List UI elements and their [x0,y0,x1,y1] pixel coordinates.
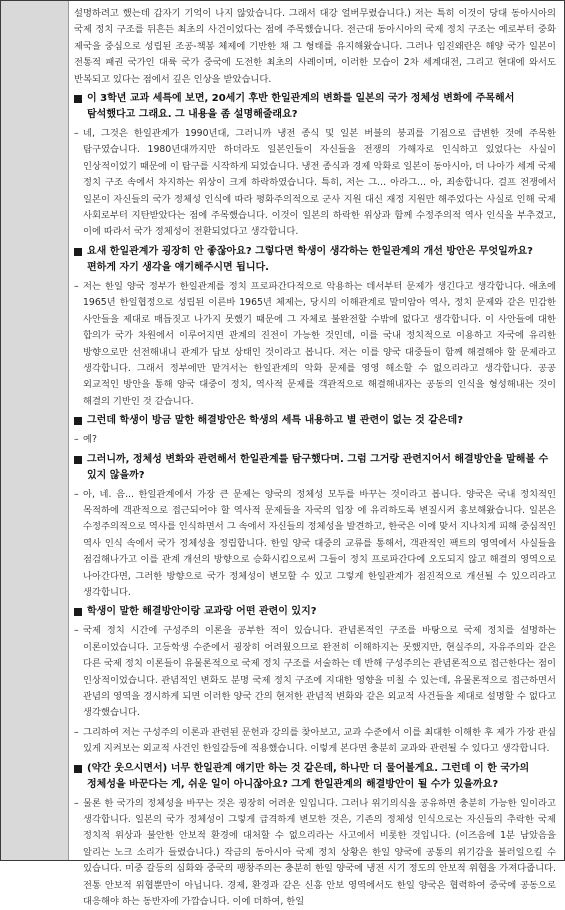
dash-marker: – [74,280,79,292]
question-6 [74,761,556,793]
square-bullet-icon [74,456,82,464]
answer-2 [74,279,556,410]
answer-4 [74,487,556,602]
question-text: 그런데 학생이 방금 말한 해결방안은 학생의 세특 내용하고 별 관련이 없는 것 같은데? [87,415,464,427]
intro-paragraph: 설명하려고 했는데 갑자기 기억이 나지 않았습니다. 그래서 대강 얼버무렸습니다.) 저는 특히 이것이 당대 동아시아의 국제 정치 구조를 뒤흔든 최초의 사건이었다는 점에 주목했습니다. 전근대 동아시아의 국제 정치 구조는 예로부터 중화 제국을 중심으로 성립된 조공-책봉 체제에 기반한 채 그 형태를 유지해왔습니다. 그러나 임진왜란은 해양 국가 일본이 전통적 패권 국가인 대륙 국가 중국에 도전한 최초의 사례이며, 이러한 모습이 2차 세계대전, 그리고 현대에 와서도 반복되고 있다는 점에서 깊은 인상을 받았습니다. [74,8,556,85]
dash-marker: – [74,726,79,738]
answer-text: 국제 정치 시간에 구성주의 이론을 공부한 적이 있습니다. 관념론적인 구조를 바탕으로 국제 정치를 설명하는 이론이었습니다. 고등학생 수준에서 굉장히 어려웠으므로 완전히 이해하지는 못했지만, 현실주의, 자유주의와 같은 다른 국제 정치 이론들이 유물론적으로 국제 정치 구조를 서술하는 데 반해 구성주의는 관념론적으로 접근한다는 점이 인상적이었습니다. 관념적인 변화도 분명 국제 정치 구조에 지대한 영향을 미칠 수 있는데, 유물론적으로 접근하면서 관념의 영역을 경시하게 되면 이러한 양국 간의 현저한 관념적 변화와 같은 외교적 사건들을 제대로 설명할 수 없다고 생각했습니다. [83,625,556,719]
question-2 [74,244,556,276]
answer-text: 그리하여 저는 구성주의 이론과 관련된 문헌과 강의를 찾아보고, 교과 수준에서 이를 최대한 이해한 후 제가 가장 관심 있게 지켜보는 외교적 사건인 한일갈등에 적용했습니다. 이렇게 본다면 충분히 교과와 관련될 수 있다고 생각합니다. [83,726,556,755]
question-text: 요새 한일관계가 굉장히 안 좋잖아요? 그렇다면 학생이 생각하는 한일관계의 개선 방안은 무엇일까요? 편하게 자기 생각을 얘기해주시면 됩니다. [87,245,533,273]
question-text: 그러니까, 정체성 변화와 관련해서 한일관계를 탐구했다며. 그럼 그거랑 관련지어서 해결방안을 말해볼 수 있지 않을까? [87,453,549,481]
square-bullet-icon [74,417,82,425]
question-4 [74,452,556,484]
square-bullet-icon [74,608,82,616]
question-text: (약간 웃으시면서) 너무 한일관계 얘기만 하는 것 같은데, 하나만 더 물어볼게요. 그런데 이 한 국가의 정체성을 바꾼다는 게, 쉬운 일이 아니잖아요? 그게 한일관계의 해결방안이 될 수가 있을까요? [87,762,530,790]
document-body [74,6,556,908]
answer-5a [74,623,556,721]
question-5 [74,604,556,620]
square-bullet-icon [74,95,82,103]
answer-text: 저는 한일 양국 정부가 한일관계를 정치 프로파간다적으로 악용하는 데서부터 문제가 생긴다고 생각합니다. 애초에 1965년 한일협정으로 성립된 이른바 1965년 체제는, 당시의 이해관계로 말미암아 역사, 정치 문제와 같은 민감한 사안들을 제대로 매듭짓고 나가지 못했기 때문에 그 자체로 불완전할 수밖에 없다고 생각합니다. 이 사안들에 대한 합의가 국가 차원에서 이루어지면 관계의 진전이 가능한 것인데, 이를 국내 정치적으로 이용하고 자국에 유리한 방향으로만 선전해내니 관계가 답보 상태인 것이라고 봅니다. 저는 이를 양국 대중들이 함께 해결해야 할 문제라고 생각합니다. 그래서 정부에만 맡겨서는 한일관계의 악화 문제를 영영 해소할 수 없으리라고 생각합니다. 공공 외교적인 방안을 통해 양국 대중이 정치, 역사적 문제를 객관적으로 해결해내자는 공동의 인식을 형성해내는 것이 해결의 기반인 것 같습니다. [83,280,556,407]
answer-3 [74,432,556,448]
question-text: 이 3학년 교과 세특에 보면, 20세기 후반 한일관계의 변화를 일본의 국가 정체성 변화에 주목해서 탐석했다고 그래요. 그 내용을 좀 설명해줄래요? [87,93,515,121]
answer-text: 예? [83,434,97,446]
answer-6 [74,796,556,910]
dash-marker: – [74,797,79,809]
question-1 [74,91,556,123]
answer-text: 아, 네. 음... 한일관계에서 가장 큰 문제는 양국의 정체성 모두를 바꾸는 것이라고 봅니다. 양국은 국내 정치적인 목적하에 객관적으로 접근되어야 할 역사적 문제들을 자국의 입장 에 유리하도록 변질시켜 홍보해왔습니다. 일본은 수정주의적으로 역사를 인식하면서 그 속에서 자신들의 정체성을 발견하고, 한국은 이에 맞서 지나치게 피해 중심적인 역사 인식 속에서 국가 정체성을 정립합니다. 한일 양국 대중의 교류를 통해서, 객관적인 팩트의 영역에서 사실들을 점검해나가고 이를 관계 개선의 방향으로 승화시킴으로써 그들이 정치 프로파간다에 오도되지 않고 해결의 영역으로 나아간다면, 그러한 방향으로 국가 정체성이 변모할 수 있고 그렇게 한일관계가 점진적으로 개선될 수 있으리라고 생각합니다. [83,488,556,598]
answer-text: 네, 그것은 한일관계가 1990년대, 그러니까 냉전 종식 및 일본 버블의 붕괴를 기점으로 급변한 것에 주목한 탐구였습니다. 1980년대까지만 하더라도 일본인들이 자신들을 전쟁의 가해자로 인식하고 있었다는 사실이 인상적이었기 때문에 이 탐구를 시작하게 되었습니다. 냉전 종식과 경제 악화로 일본이 동아시아, 더 나아가 세계 국제 정치 구조 속에서 차지하는 위상이 크게 하락하였습니다. 특히, 저는 그... 아라그... 아, 죄송합니다. 걸프 전쟁에서 일본이 자신들의 국가 정체성 인식에 따라 평화주의적으로 군사 지원 대신 재정 지원만 해주었다는 사실로 인해 국제 사회로부터 지탄받았다는 점에 주목했습니다. 이것이 일본의 하락한 위상과 함께 수정주의적 역사 인식을 부추겼고, 이에 따라서 국가 정체성이 전환되었다고 생각합니다. [83,128,556,238]
dash-marker: – [74,128,79,140]
answer-1 [74,126,556,241]
answer-text: 물론 한 국가의 정체성을 바꾸는 것은 굉장히 어려운 일입니다. 그러나 위기의식을 공유하면 충분히 가능한 일이라고 생각합니다. 일본의 국가 정체성이 그렇게 급격하게 변모한 것은, 기존의 정체성 인식으로는 자신들의 추락한 국제 정치적 위상과 불안한 안보적 환경에 대처할 수 없으리라는 사고에서 비롯한 것입니다. (이즈음에 1분 남았음을 알리는 노크 소리가 들렸습니다.) 작금의 동아시아 국제 정치 상황은 한일 양국에 공통의 위기감을 불러일으킬 수 있습니다. 미중 갈등의 심화와 중국의 팽창주의는 충분히 한일 양국에 냉전 시기 정도의 안보적 위협을 가져다줍니다. 전통 안보적 위협뿐만이 아닙니다. 경제, 환경과 같은 신흥 안보 영역에서도 한일 양국은 협력하여 중국에 공동으로 대응해야 하는 동반자에 가깝습니다. 이에 더하여, 한일 [83,797,556,908]
dash-marker: – [74,488,79,500]
question-3 [74,413,556,429]
dash-marker: – [74,434,79,446]
square-bullet-icon [74,248,82,256]
square-bullet-icon [74,765,82,773]
answer-5b [74,725,556,758]
left-margin-bar [1,1,69,860]
dash-marker: – [74,625,79,637]
question-text: 학생이 말한 해결방안이랑 교과랑 어떤 관련이 있지? [87,606,317,618]
